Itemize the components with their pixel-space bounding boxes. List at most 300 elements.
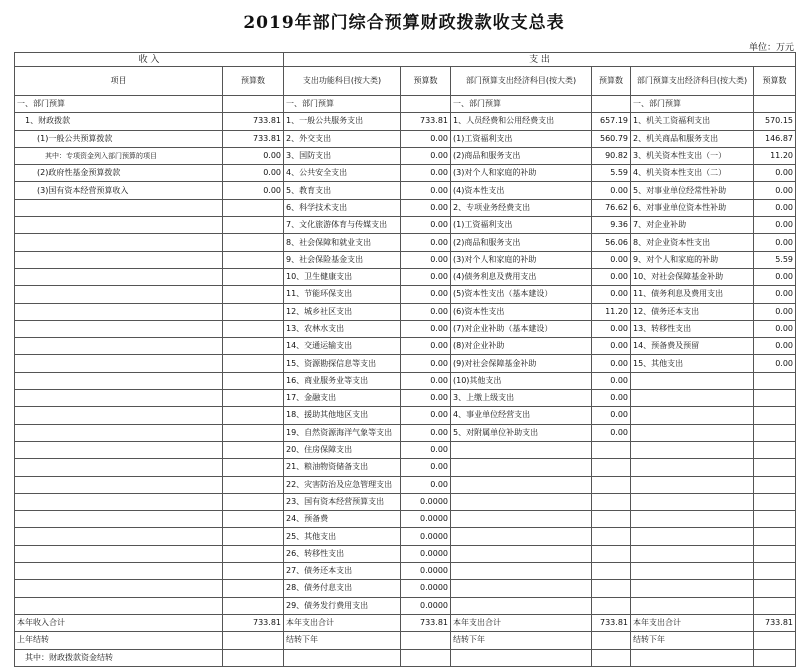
amount-cell: 0.0000 (401, 597, 451, 614)
amount-cell: 733.81 (401, 113, 451, 130)
item-cell: 11、债务利息及费用支出 (631, 286, 754, 303)
amount-cell: 0.00 (754, 338, 796, 355)
item-cell: 5、教育支出 (284, 182, 401, 199)
amount-cell: 733.81 (754, 614, 796, 631)
amount-cell (592, 493, 631, 510)
table-row (15, 580, 796, 597)
table-row (15, 165, 796, 182)
amount-cell: 0.00 (754, 268, 796, 285)
table-row (15, 182, 796, 199)
item-cell: 本年支出合计 (631, 614, 754, 631)
item-cell: (5)资本性支出（基本建设） (451, 286, 592, 303)
amount-cell: 0.00 (401, 424, 451, 441)
item-cell: 一、部门预算 (451, 96, 592, 113)
amount-cell (223, 286, 284, 303)
amount-cell: 0.00 (754, 182, 796, 199)
amount-cell: 0.00 (401, 130, 451, 147)
item-cell: 25、其他支出 (284, 528, 401, 545)
item-cell (15, 597, 223, 614)
amount-cell (223, 580, 284, 597)
amount-cell: 0.00 (592, 407, 631, 424)
income-section-header: 收 入 (15, 53, 284, 67)
item-cell: 7、对企业补助 (631, 217, 754, 234)
item-cell: 其中：财政拨款资金结转 (15, 649, 223, 666)
item-cell: 13、转移性支出 (631, 320, 754, 337)
amount-cell (592, 528, 631, 545)
table-row (15, 614, 796, 631)
amount-cell: 0.00 (223, 147, 284, 164)
item-cell: 13、农林水支出 (284, 320, 401, 337)
table-row (15, 632, 796, 649)
amount-cell: 0.00 (592, 390, 631, 407)
item-cell (451, 649, 592, 666)
item-cell: 10、对社会保障基金补助 (631, 268, 754, 285)
table-row (15, 217, 796, 234)
item-cell (15, 424, 223, 441)
amount-cell: 0.00 (592, 355, 631, 372)
item-cell: 6、对事业单位资本性补助 (631, 199, 754, 216)
item-cell (631, 476, 754, 493)
amount-cell (401, 632, 451, 649)
amount-cell (754, 424, 796, 441)
item-cell (451, 493, 592, 510)
table-row (15, 303, 796, 320)
item-cell (15, 563, 223, 580)
item-cell: 17、金融支出 (284, 390, 401, 407)
amount-cell: 0.00 (401, 372, 451, 389)
amount-cell (223, 217, 284, 234)
table-row (15, 234, 796, 251)
amount-cell: 560.79 (592, 130, 631, 147)
amount-cell: 146.87 (754, 130, 796, 147)
amount-cell: 0.00 (401, 459, 451, 476)
item-cell: 1、人员经费和公用经费支出 (451, 113, 592, 130)
amount-cell: 0.00 (401, 338, 451, 355)
item-cell: 一、部门预算 (631, 96, 754, 113)
amount-cell (754, 390, 796, 407)
item-cell (284, 649, 401, 666)
unit-label: 单位：万元 (748, 43, 794, 53)
column-header: 预算数 (592, 67, 631, 96)
item-cell (631, 493, 754, 510)
amount-cell: 0.00 (401, 355, 451, 372)
amount-cell (223, 251, 284, 268)
column-header: 预算数 (754, 67, 796, 96)
item-cell (631, 528, 754, 545)
item-cell (15, 372, 223, 389)
amount-cell (223, 597, 284, 614)
amount-cell (223, 563, 284, 580)
amount-cell: 0.00 (754, 199, 796, 216)
item-cell (15, 199, 223, 216)
item-cell: 一、部门预算 (15, 96, 223, 113)
item-cell (15, 493, 223, 510)
amount-cell (223, 320, 284, 337)
expense-section-header: 支 出 (284, 53, 796, 67)
amount-cell (223, 355, 284, 372)
item-cell (15, 338, 223, 355)
item-cell (15, 407, 223, 424)
item-cell (451, 528, 592, 545)
amount-cell (401, 649, 451, 666)
amount-cell (223, 632, 284, 649)
item-cell: (3)国有资本经营预算收入 (15, 182, 223, 199)
item-cell: 2、专项业务经费支出 (451, 199, 592, 216)
amount-cell (754, 545, 796, 562)
item-cell: (1)工资福利支出 (451, 217, 592, 234)
item-cell: 12、城乡社区支出 (284, 303, 401, 320)
table-row (15, 424, 796, 441)
item-cell: 本年支出合计 (451, 614, 592, 631)
amount-cell: 0.00 (223, 165, 284, 182)
amount-cell (754, 459, 796, 476)
item-cell (15, 459, 223, 476)
item-cell: 16、商业服务业等支出 (284, 372, 401, 389)
item-cell: (4)资本性支出 (451, 182, 592, 199)
table-row (15, 649, 796, 666)
amount-cell (592, 597, 631, 614)
item-cell (15, 234, 223, 251)
item-cell (15, 545, 223, 562)
item-cell (15, 476, 223, 493)
item-cell: 6、科学技术支出 (284, 199, 401, 216)
amount-cell: 0.00 (223, 182, 284, 199)
item-cell (15, 303, 223, 320)
amount-cell (223, 199, 284, 216)
amount-cell (592, 563, 631, 580)
amount-cell (223, 234, 284, 251)
table-row (15, 96, 796, 113)
table-row (15, 407, 796, 424)
item-cell (631, 511, 754, 528)
amount-cell: 0.0000 (401, 528, 451, 545)
item-cell: (2)商品和服务支出 (451, 234, 592, 251)
amount-cell: 90.82 (592, 147, 631, 164)
amount-cell: 0.00 (592, 338, 631, 355)
amount-cell (754, 563, 796, 580)
amount-cell (223, 390, 284, 407)
amount-cell: 0.00 (754, 217, 796, 234)
column-header: 项目 (15, 67, 223, 96)
item-cell: 28、债务付息支出 (284, 580, 401, 597)
amount-cell: 56.06 (592, 234, 631, 251)
item-cell (631, 407, 754, 424)
amount-cell (592, 476, 631, 493)
table-row (15, 355, 796, 372)
item-cell (15, 217, 223, 234)
amount-cell: 0.0000 (401, 545, 451, 562)
section-row (15, 53, 796, 67)
amount-cell (754, 649, 796, 666)
amount-cell: 0.00 (401, 182, 451, 199)
item-cell: 24、预备费 (284, 511, 401, 528)
amount-cell: 657.19 (592, 113, 631, 130)
amount-cell (754, 597, 796, 614)
item-cell: 8、对企业资本性支出 (631, 234, 754, 251)
budget-table (14, 52, 796, 667)
table-row (15, 390, 796, 407)
amount-cell (592, 511, 631, 528)
item-cell (631, 545, 754, 562)
amount-cell: 733.81 (401, 614, 451, 631)
amount-cell: 0.00 (592, 320, 631, 337)
item-cell (15, 251, 223, 268)
table-row (15, 372, 796, 389)
amount-cell (754, 407, 796, 424)
item-cell: 20、住房保障支出 (284, 441, 401, 458)
item-cell (451, 476, 592, 493)
table-row (15, 147, 796, 164)
item-cell: 本年支出合计 (284, 614, 401, 631)
amount-cell: 0.00 (754, 165, 796, 182)
table-row (15, 459, 796, 476)
item-cell (631, 424, 754, 441)
amount-cell (401, 96, 451, 113)
table-row (15, 563, 796, 580)
amount-cell (223, 459, 284, 476)
amount-cell: 0.00 (754, 234, 796, 251)
item-cell (631, 372, 754, 389)
table-row (15, 130, 796, 147)
column-header: 预算数 (401, 67, 451, 96)
item-cell (15, 286, 223, 303)
column-header: 部门预算支出经济科目(按大类) (451, 67, 592, 96)
amount-cell: 0.00 (401, 147, 451, 164)
item-cell: 结转下年 (451, 632, 592, 649)
item-cell: (1)工资福利支出 (451, 130, 592, 147)
table-row (15, 476, 796, 493)
item-cell: 23、国有资本经营预算支出 (284, 493, 401, 510)
amount-cell (223, 493, 284, 510)
item-cell: (4)债务利息及费用支出 (451, 268, 592, 285)
amount-cell: 5.59 (592, 165, 631, 182)
amount-cell: 0.00 (401, 303, 451, 320)
amount-cell: 9.36 (592, 217, 631, 234)
amount-cell: 0.00 (592, 268, 631, 285)
item-cell: (9)对社会保障基金补助 (451, 355, 592, 372)
amount-cell: 76.62 (592, 199, 631, 216)
amount-cell: 0.00 (401, 165, 451, 182)
amount-cell (223, 268, 284, 285)
item-cell: 22、灾害防治及应急管理支出 (284, 476, 401, 493)
amount-cell: 11.20 (592, 303, 631, 320)
table-row (15, 441, 796, 458)
amount-cell: 0.00 (401, 476, 451, 493)
amount-cell (223, 476, 284, 493)
table-row (15, 113, 796, 130)
amount-cell: 0.00 (592, 251, 631, 268)
item-cell (451, 459, 592, 476)
item-cell: 3、机关资本性支出（一） (631, 147, 754, 164)
item-cell (631, 390, 754, 407)
item-cell (631, 563, 754, 580)
item-cell: 8、社会保障和就业支出 (284, 234, 401, 251)
amount-cell (754, 528, 796, 545)
amount-cell: 0.00 (592, 372, 631, 389)
item-cell: 3、上缴上级支出 (451, 390, 592, 407)
amount-cell (223, 424, 284, 441)
amount-cell (754, 493, 796, 510)
item-cell (451, 511, 592, 528)
item-cell: 2、外交支出 (284, 130, 401, 147)
amount-cell (754, 441, 796, 458)
item-cell: (7)对企业补助（基本建设） (451, 320, 592, 337)
amount-cell: 11.20 (754, 147, 796, 164)
amount-cell: 0.0000 (401, 563, 451, 580)
amount-cell: 0.00 (401, 390, 451, 407)
amount-cell: 733.81 (223, 130, 284, 147)
item-cell: 15、其他支出 (631, 355, 754, 372)
column-header: 支出功能科目(按大类) (284, 67, 401, 96)
item-cell: 结转下年 (284, 632, 401, 649)
amount-cell: 0.00 (401, 217, 451, 234)
item-cell: (6)资本性支出 (451, 303, 592, 320)
amount-cell (592, 441, 631, 458)
item-cell (631, 459, 754, 476)
amount-cell: 0.00 (401, 320, 451, 337)
item-cell: 本年收入合计 (15, 614, 223, 631)
item-cell: 4、公共安全支出 (284, 165, 401, 182)
item-cell (15, 268, 223, 285)
amount-cell: 733.81 (223, 113, 284, 130)
item-cell: 5、对事业单位经常性补助 (631, 182, 754, 199)
amount-cell: 733.81 (223, 614, 284, 631)
amount-cell: 0.00 (401, 251, 451, 268)
item-cell: 5、对附属单位补助支出 (451, 424, 592, 441)
item-cell: 18、援助其他地区支出 (284, 407, 401, 424)
table-row (15, 199, 796, 216)
item-cell (15, 441, 223, 458)
item-cell (631, 441, 754, 458)
item-cell: 14、交通运输支出 (284, 338, 401, 355)
item-cell: (1)一般公共预算拨款 (15, 130, 223, 147)
item-cell: 1、机关工资福利支出 (631, 113, 754, 130)
table-row (15, 320, 796, 337)
item-cell: 12、债务还本支出 (631, 303, 754, 320)
amount-cell: 0.0000 (401, 511, 451, 528)
amount-cell: 0.00 (401, 286, 451, 303)
amount-cell: 0.00 (592, 182, 631, 199)
item-cell: 19、自然资源海洋气象等支出 (284, 424, 401, 441)
amount-cell: 0.00 (401, 268, 451, 285)
amount-cell: 0.00 (592, 286, 631, 303)
item-cell: 27、债务还本支出 (284, 563, 401, 580)
amount-cell (223, 338, 284, 355)
amount-cell: 0.00 (401, 199, 451, 216)
amount-cell (592, 96, 631, 113)
item-cell (15, 528, 223, 545)
amount-cell (223, 441, 284, 458)
item-cell (451, 545, 592, 562)
item-cell: 上年结转 (15, 632, 223, 649)
item-cell (15, 511, 223, 528)
item-cell: 21、粮油物资储备支出 (284, 459, 401, 476)
amount-cell: 0.00 (401, 234, 451, 251)
item-cell (631, 597, 754, 614)
item-cell: 29、债务发行费用支出 (284, 597, 401, 614)
item-cell (451, 563, 592, 580)
item-cell: (8)对企业补助 (451, 338, 592, 355)
amount-cell (754, 580, 796, 597)
item-cell (15, 390, 223, 407)
item-cell: (10)其他支出 (451, 372, 592, 389)
table-row (15, 268, 796, 285)
amount-cell (223, 407, 284, 424)
item-cell: 7、文化旅游体育与传媒支出 (284, 217, 401, 234)
item-cell: 26、转移性支出 (284, 545, 401, 562)
amount-cell (592, 632, 631, 649)
amount-cell (223, 303, 284, 320)
item-cell: 4、事业单位经营支出 (451, 407, 592, 424)
amount-cell: 0.00 (401, 441, 451, 458)
item-cell: 14、预备费及预留 (631, 338, 754, 355)
amount-cell (592, 459, 631, 476)
amount-cell (754, 96, 796, 113)
table-row (15, 286, 796, 303)
amount-cell (223, 96, 284, 113)
item-cell (15, 320, 223, 337)
amount-cell (754, 372, 796, 389)
item-cell (451, 597, 592, 614)
table-row (15, 545, 796, 562)
item-cell: (3)对个人和家庭的补助 (451, 251, 592, 268)
amount-cell: 733.81 (592, 614, 631, 631)
amount-cell (754, 511, 796, 528)
column-header-row (15, 67, 796, 96)
table-row (15, 338, 796, 355)
amount-cell: 0.00 (754, 320, 796, 337)
item-cell: 1、财政拨款 (15, 113, 223, 130)
item-cell: (2)政府性基金预算拨款 (15, 165, 223, 182)
amount-cell (223, 545, 284, 562)
item-cell: 一、部门预算 (284, 96, 401, 113)
page-title: 2019年部门综合预算财政拨款收支总表 (243, 13, 565, 33)
amount-cell: 0.00 (401, 407, 451, 424)
item-cell (631, 580, 754, 597)
amount-cell: 0.00 (754, 286, 796, 303)
item-cell: (2)商品和服务支出 (451, 147, 592, 164)
amount-cell: 5.59 (754, 251, 796, 268)
item-cell: 3、国防支出 (284, 147, 401, 164)
table-row (15, 597, 796, 614)
amount-cell (754, 632, 796, 649)
amount-cell (592, 545, 631, 562)
table-row (15, 511, 796, 528)
amount-cell (223, 528, 284, 545)
item-cell: 4、机关资本性支出（二） (631, 165, 754, 182)
table-row (15, 493, 796, 510)
column-header: 部门预算支出经济科目(按大类) (631, 67, 754, 96)
item-cell (15, 355, 223, 372)
table-row (15, 251, 796, 268)
column-header: 预算数 (223, 67, 284, 96)
item-cell: 2、机关商品和服务支出 (631, 130, 754, 147)
item-cell: 1、一般公共服务支出 (284, 113, 401, 130)
item-cell: (3)对个人和家庭的补助 (451, 165, 592, 182)
amount-cell (223, 511, 284, 528)
item-cell (451, 441, 592, 458)
amount-cell: 0.00 (592, 424, 631, 441)
amount-cell (592, 649, 631, 666)
item-cell (15, 580, 223, 597)
amount-cell: 0.00 (754, 303, 796, 320)
amount-cell: 0.0000 (401, 493, 451, 510)
item-cell: 9、社会保险基金支出 (284, 251, 401, 268)
item-cell: 10、卫生健康支出 (284, 268, 401, 285)
item-cell: 9、对个人和家庭的补助 (631, 251, 754, 268)
item-cell: 15、资源勘探信息等支出 (284, 355, 401, 372)
amount-cell (223, 649, 284, 666)
